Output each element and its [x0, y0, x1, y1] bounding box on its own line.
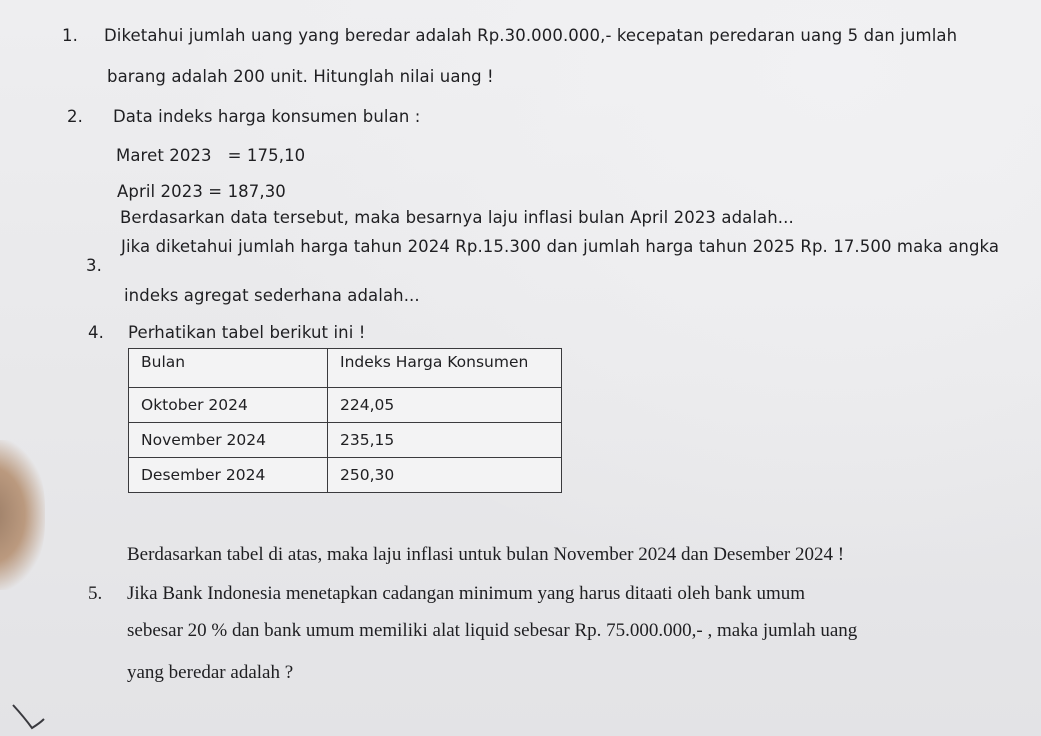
q5-line1: Jika Bank Indonesia menetapkan cadangan minimum yang harus ditaati oleh bank umum: [127, 583, 806, 604]
cell-month: November 2024: [129, 423, 328, 458]
q3-line1: Jika diketahui jumlah harga tahun 2024 Rp.15.300 dan jumlah harga tahun 2025 Rp. 17.500 maka angka: [121, 237, 1000, 256]
table-row: [129, 423, 562, 458]
cell-index: 224,05: [328, 388, 562, 423]
q5-line2: sebesar 20 % dan bank umum memiliki alat liquid sebesar Rp. 75.000.000,- , maka jumlah uang: [127, 620, 858, 641]
q4-line1: Perhatikan tabel berikut ini !: [128, 323, 366, 342]
cell-index: 235,15: [328, 423, 562, 458]
cell-month: Oktober 2024: [129, 388, 328, 423]
q2-line1: Data indeks harga konsumen bulan :: [113, 107, 421, 126]
q3-line2: indeks agregat sederhana adalah...: [124, 286, 420, 305]
q1-line2: barang adalah 200 unit. Hitunglah nilai uang !: [107, 67, 494, 86]
cpi-table: [128, 348, 562, 493]
finger-shadow: [0, 440, 45, 590]
q2-data-april: April 2023 = 187,30: [117, 182, 286, 201]
q1-line1: Diketahui jumlah uang yang beredar adalah Rp.30.000.000,- kecepatan peredaran uang 5 dan jumlah: [104, 26, 958, 45]
pen-mark: [10, 695, 50, 735]
table-row: [129, 388, 562, 423]
q4-line2: Berdasarkan tabel di atas, maka laju inflasi untuk bulan November 2024 dan Desember 2024 !: [127, 544, 845, 565]
header-ihk: Indeks Harga Konsumen: [328, 349, 562, 388]
q2-data-maret: Maret 2023 = 175,10: [116, 146, 306, 165]
header-bulan: Bulan: [129, 349, 328, 388]
q2-number: 2.: [67, 107, 83, 126]
cell-index: 250,30: [328, 458, 562, 493]
cell-month: Desember 2024: [129, 458, 328, 493]
q1-number: 1.: [62, 26, 78, 45]
q2-line2: Berdasarkan data tersebut, maka besarnya laju inflasi bulan April 2023 adalah...: [120, 208, 794, 227]
table-row: [129, 458, 562, 493]
table-header-row: [129, 349, 562, 388]
q5-line3: yang beredar adalah ?: [127, 662, 294, 683]
q5-number: 5.: [88, 583, 103, 604]
q3-number: 3.: [86, 256, 102, 275]
q4-number: 4.: [88, 323, 104, 342]
